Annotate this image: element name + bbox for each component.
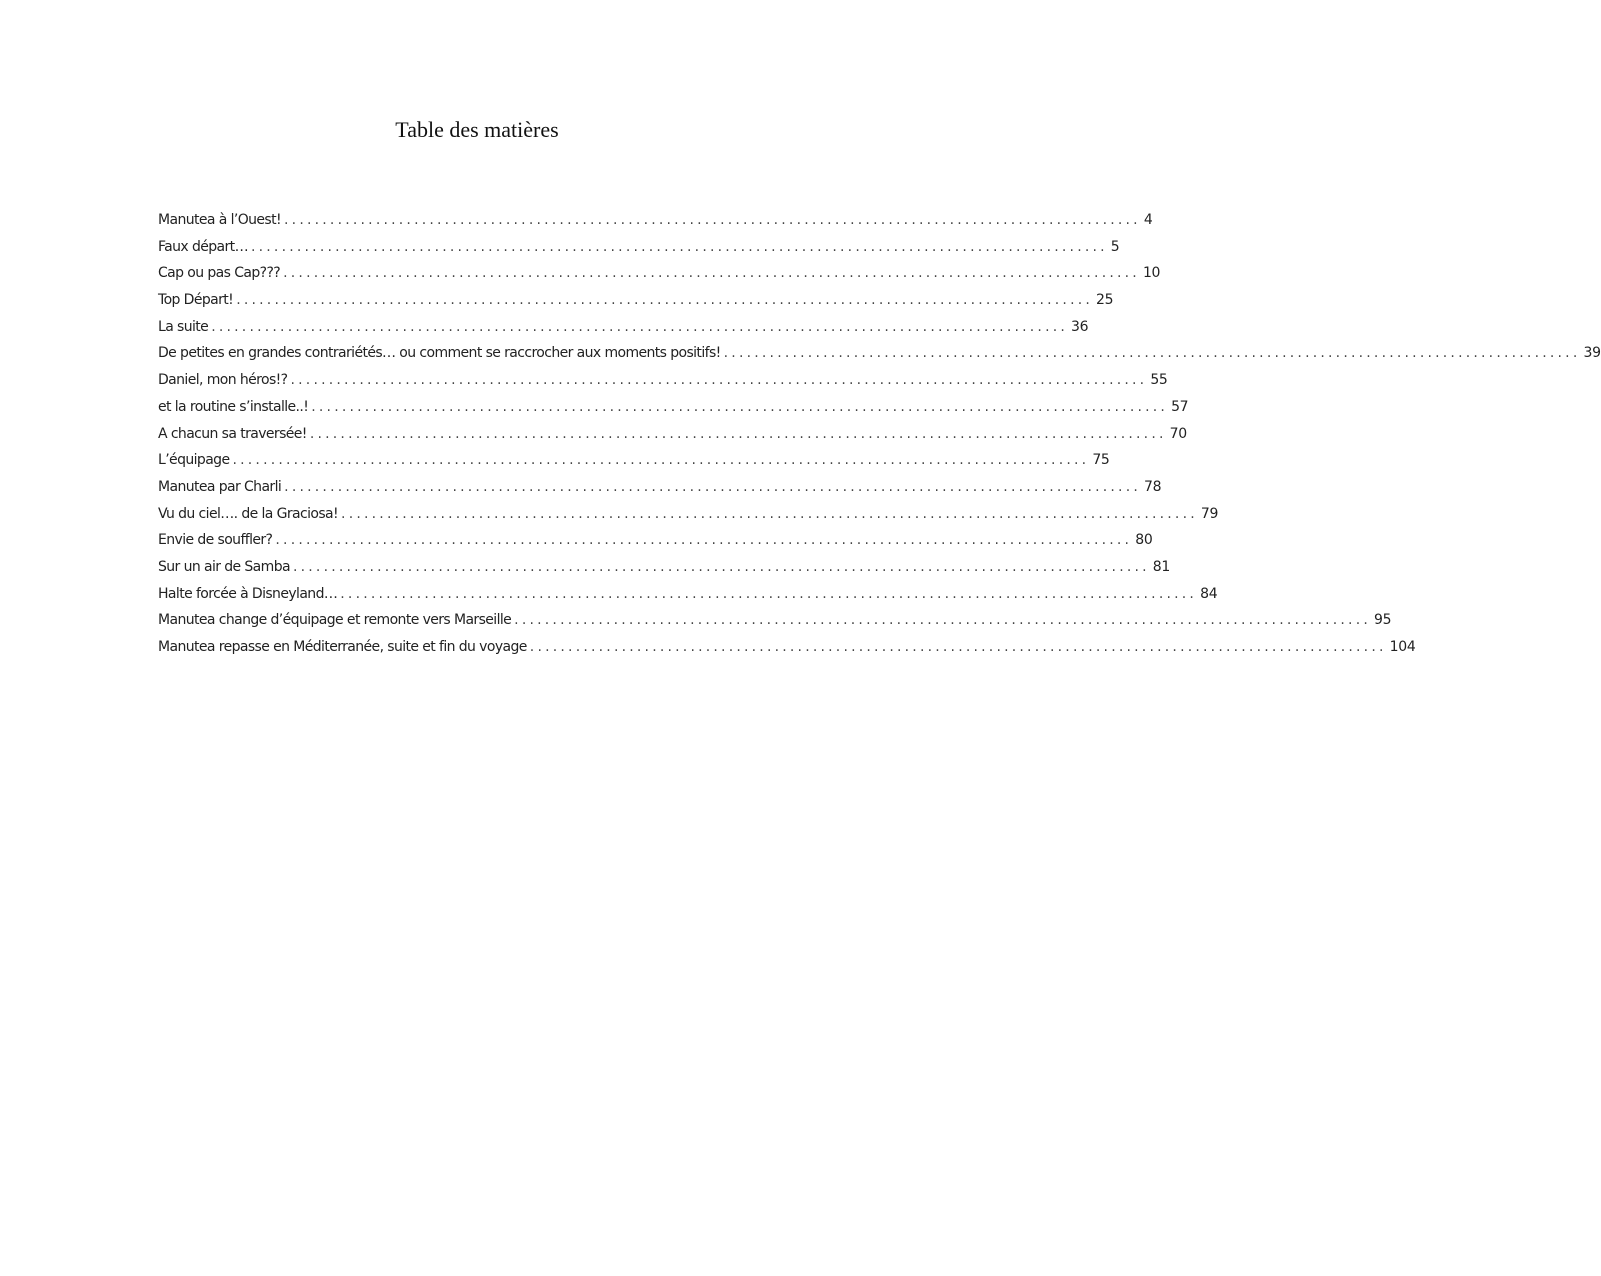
toc-entry-title: De petites en grandes contrariétés… ou comment se raccrocher aux moments positifs! <box>158 345 721 362</box>
dot-leader: ................................................................................................................ <box>340 585 1198 602</box>
dot-leader: ................................................................................................................ <box>311 398 1169 415</box>
toc-entry-page: 39 <box>1583 345 1601 362</box>
toc-entry-title: Halte forcée à Disneyland… <box>158 585 338 602</box>
toc-entry-page: 79 <box>1200 505 1219 522</box>
toc-entry[interactable] <box>158 238 1120 266</box>
toc-entry-page: 78 <box>1144 478 1162 495</box>
dot-leader: ................................................................................................................ <box>341 505 1198 522</box>
toc-entry-title: Cap ou pas Cap??? <box>158 265 281 282</box>
toc-entry-title: Manutea par Charli <box>158 478 282 495</box>
toc-entry-page: 55 <box>1150 372 1168 389</box>
dot-leader: ................................................................................................................ <box>232 452 1090 469</box>
toc-entry-page: 10 <box>1142 265 1161 282</box>
toc-entry-page: 70 <box>1169 425 1187 442</box>
toc-entry[interactable] <box>158 452 1110 479</box>
toc-entry[interactable] <box>158 558 1171 586</box>
dot-leader: ................................................................................................................ <box>283 265 1140 282</box>
toc-entry[interactable] <box>158 372 1168 399</box>
toc-entry[interactable] <box>158 398 1189 426</box>
toc-entry-title: Faux départ… <box>158 238 248 255</box>
dot-leader: ................................................................................................................ <box>292 558 1150 575</box>
dot-leader: ................................................................................................................ <box>275 532 1133 549</box>
toc-entry-title: Top Départ! <box>158 292 234 309</box>
toc-entry-title: Manutea change d’équipage et remonte vers Marseille <box>158 612 512 629</box>
toc-entry[interactable] <box>158 612 1392 639</box>
toc-entry[interactable] <box>158 265 1161 292</box>
toc-entry[interactable] <box>158 639 1416 666</box>
toc-entry-title: L’équipage <box>158 452 230 469</box>
toc-entry-page: 25 <box>1096 292 1114 309</box>
toc-entry-page: 5 <box>1110 238 1120 255</box>
toc-entry-title: Sur un air de Samba <box>158 558 290 575</box>
toc-entry[interactable] <box>158 478 1162 506</box>
toc-entry[interactable] <box>158 212 1153 239</box>
dot-leader: ................................................................................................................ <box>284 212 1141 228</box>
toc-entry-page: 75 <box>1092 452 1110 469</box>
table-of-contents <box>158 212 1601 666</box>
toc-entry-title: Envie de souffler? <box>158 532 273 549</box>
toc-entry-title: Vu du ciel…. de la Graciosa! <box>158 505 339 522</box>
toc-entry-page: 36 <box>1071 318 1089 335</box>
dot-leader: ................................................................................................................ <box>211 318 1069 335</box>
toc-entry[interactable] <box>158 345 1601 372</box>
dot-leader: ................................................................................................................ <box>309 425 1167 442</box>
toc-entry-page: 57 <box>1171 398 1189 415</box>
dot-leader: ................................................................................................................ <box>236 292 1094 309</box>
toc-entry[interactable] <box>158 532 1153 559</box>
dot-leader: ................................................................................................................ <box>284 478 1141 495</box>
toc-entry[interactable] <box>158 585 1218 613</box>
toc-entry[interactable] <box>158 292 1114 319</box>
toc-entry-page: 104 <box>1389 639 1416 655</box>
toc-entry-title: Manutea à l’Ouest! <box>158 212 282 228</box>
toc-entry-title: Daniel, mon héros!? <box>158 372 288 389</box>
toc-entry-title: et la routine s’installe..! <box>158 398 309 415</box>
toc-entry[interactable] <box>158 425 1187 453</box>
toc-entry-page: 80 <box>1135 532 1153 549</box>
dot-leader: ................................................................................................................ <box>529 639 1387 655</box>
toc-entry-page: 95 <box>1374 612 1392 629</box>
toc-entry-page: 4 <box>1143 212 1153 228</box>
dot-leader: ................................................................................................................ <box>514 612 1371 629</box>
dot-leader: ................................................................................................................ <box>250 238 1108 255</box>
toc-entry-page: 84 <box>1200 585 1218 602</box>
toc-entry[interactable] <box>158 505 1219 533</box>
toc-entry-title: La suite <box>158 318 209 335</box>
toc-entry-title: A chacun sa traversée! <box>158 425 307 442</box>
dot-leader: ................................................................................................................ <box>290 372 1148 389</box>
dot-leader: ................................................................................................................ <box>723 345 1581 362</box>
toc-entry[interactable] <box>158 318 1089 346</box>
toc-entry-page: 81 <box>1152 558 1171 575</box>
page-title: Table des matières <box>395 117 559 142</box>
toc-entry-title: Manutea repasse en Méditerranée, suite et fin du voyage <box>158 639 527 655</box>
